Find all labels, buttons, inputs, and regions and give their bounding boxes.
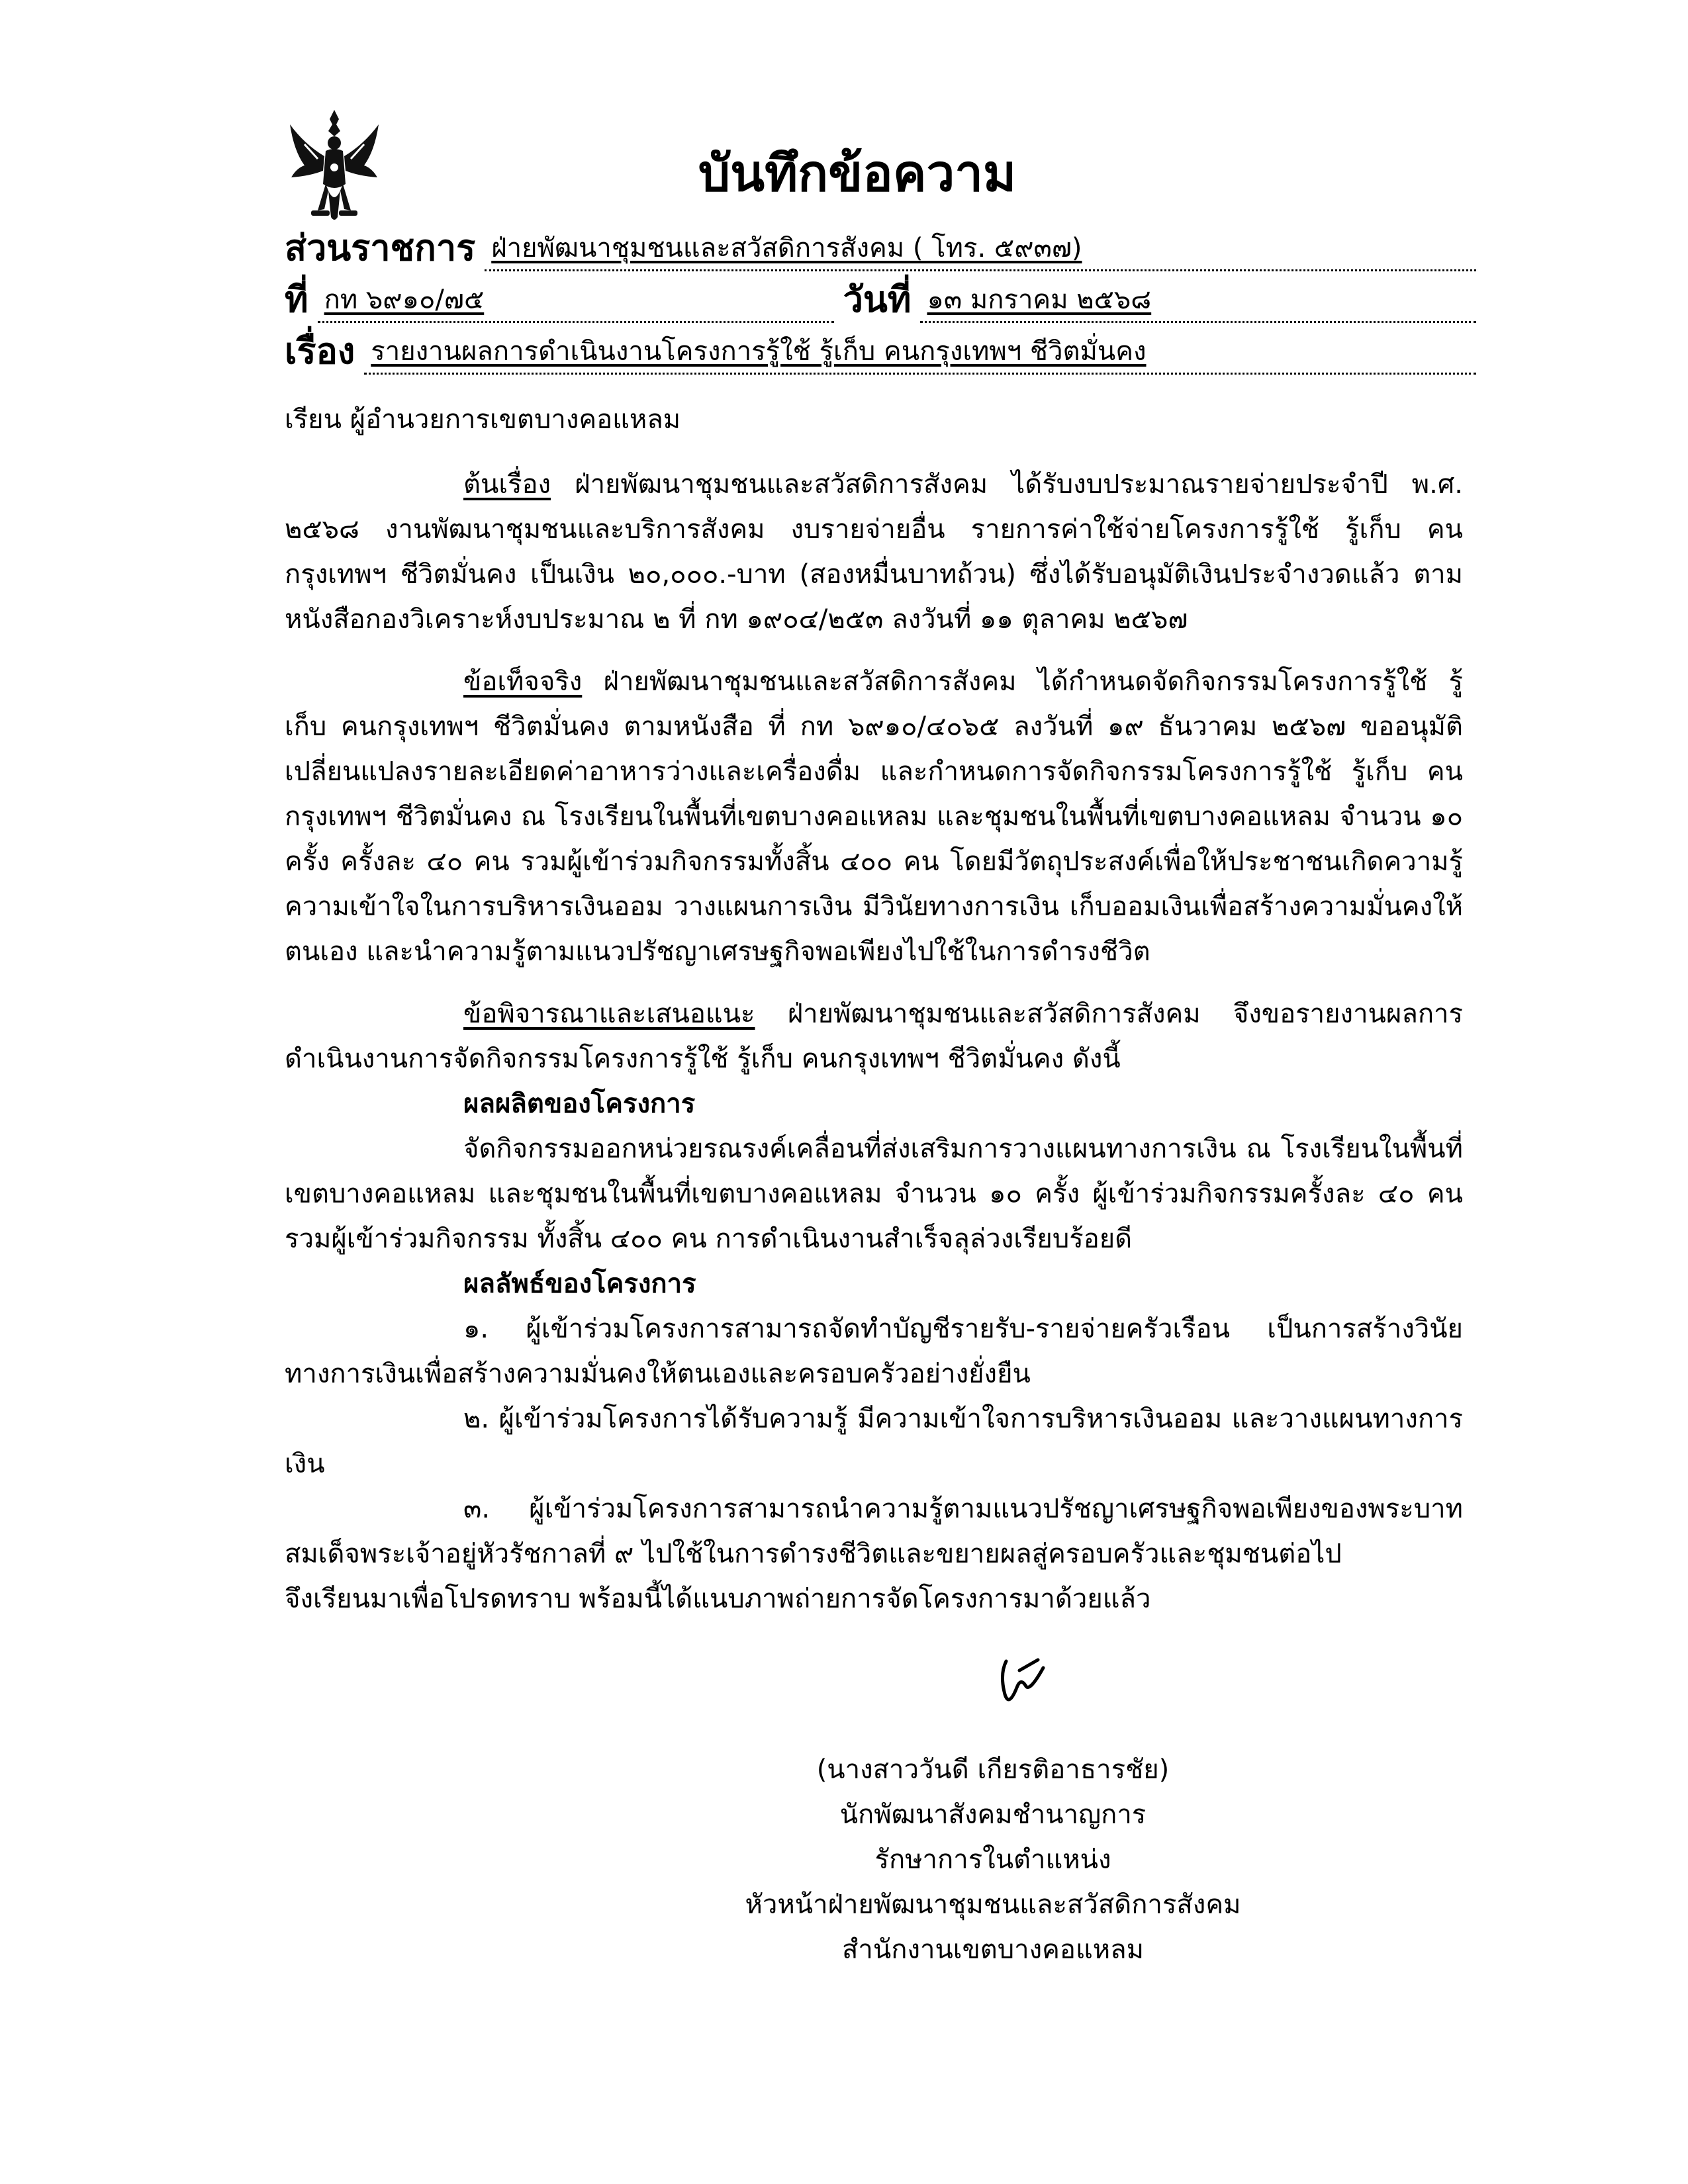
department-label: ส่วนราชการ [285, 227, 476, 269]
date-field [920, 281, 1476, 323]
signer-position: นักพัฒนาสังคมชำนาญการ [839, 1799, 1147, 1830]
consider-paragraph [285, 991, 1463, 1081]
ref-value: กท ๖๙๑๐/๗๕ [324, 285, 485, 315]
background-text: ฝ่ายพัฒนาชุมชนและสวัสดิการสังคม ได้รับงบประมาณรายจ่ายประจำปี พ.ศ. ๒๕๖๘ งานพัฒนาชุมชนและบริการสังคม งบรายจ่ายอื่น รายการค่าใช้จ่ายโครงการรู้ใช้ รู้เก็บ คนกรุงเทพฯ ชีวิตมั่นคง เป็นเงิน ๒๐,๐๐๐.-บาท (สองหมื่นบาทถ้วน) ซึ่งได้รับอนุมัติเงินประจำงวดแล้ว ตามหนังสือกองวิเคราะห์งบประมาณ ๒ ที่ กท ๑๙๐๔/๒๕๓ ลงวันที่ ๑๑ ตุลาคม ๒๕๖๗ [285, 469, 1463, 635]
salutation: เรียน ผู้อำนวยการเขตบางคอแหลม [285, 404, 681, 435]
ref-label: ที่ [285, 279, 308, 320]
subject-label: เรื่อง [285, 330, 355, 372]
facts-heading: ข้อเท็จจริง [463, 666, 583, 697]
output-paragraph [285, 1126, 1463, 1261]
handwritten-signature [980, 1648, 1053, 1714]
memo-title: บันทึกข้อความ [698, 144, 1017, 203]
department-row [285, 218, 1476, 271]
output-heading: ผลผลิตของโครงการ [463, 1089, 696, 1119]
outcome-item-1 [285, 1306, 1463, 1396]
closing-paragraph [285, 1576, 1463, 1621]
outcome-heading: ผลลัพธ์ของโครงการ [463, 1269, 696, 1299]
department-value: ฝ่ายพัฒนาชุมชนและสวัสดิการสังคม ( โทร. ๕๙๓๗) [491, 233, 1082, 263]
output-text: จัดกิจกรรมออกหน่วยรณรงค์เคลื่อนที่ส่งเสริมการวางแผนทางการเงิน ณ โรงเรียนในพื้นที่เขตบางคอแหลม และชุมชนในพื้นที่เขตบางคอแหลม จำนวน ๑๐ ครั้ง ผู้เข้าร่วมกิจกรรมครั้งละ ๔๐ คน รวมผู้เข้าร่วมกิจกรรม ทั้งสิ้น ๔๐๐ คน การดำเนินงานสำเร็จลุล่วงเรียบร้อยดี [285, 1134, 1463, 1254]
outcome-item-3 [285, 1486, 1463, 1576]
consider-heading: ข้อพิจารณาและเสนอแนะ [463, 999, 755, 1029]
signer-name: (นางสาววันดี เกียรติอาธารชัย) [816, 1754, 1170, 1785]
outcome-item-2-text: ๒. ผู้เข้าร่วมโครงการได้รับความรู้ มีความเข้าใจการบริหารเงินออม และวางแผนทางการเงิน [285, 1404, 1463, 1479]
date-label: วันที่ [843, 279, 912, 320]
date-value: ๑๓ มกราคม ๒๕๖๘ [927, 285, 1152, 315]
consider-text: ฝ่ายพัฒนาชุมชนและสวัสดิการสังคม จึงขอรายงานผลการดำเนินงานการจัดกิจกรรมโครงการรู้ใช้ รู้เก็บ คนกรุงเทพฯ ชีวิตมั่นคง ดังนี้ [285, 999, 1463, 1074]
department-field [485, 230, 1476, 271]
facts-paragraph [285, 659, 1463, 974]
memo-body [285, 390, 1463, 1639]
signer-office: สำนักงานเขตบางคอแหลม [842, 1934, 1144, 1965]
outcome-item-3-text: ๓. ผู้เข้าร่วมโครงการสามารถนำความรู้ตามแนวปรัชญาเศรษฐกิจพอเพียงของพระบาทสมเด็จพระเจ้าอยู่หัวรัชกาลที่ ๙ ไปใช้ในการดำรงชีวิตและขยายผลสู่ครอบครัวและชุมชนต่อไป [285, 1494, 1463, 1569]
subject-row [285, 322, 1476, 375]
subject-field [364, 333, 1476, 375]
background-paragraph [285, 462, 1463, 642]
signer-acting: รักษาการในตำแหน่ง [874, 1844, 1111, 1875]
ref-field [318, 281, 834, 323]
outcome-item-1-text: ๑. ผู้เข้าร่วมโครงการสามารถจัดทำบัญชีรายรับ-รายจ่ายครัวเรือน เป็นการสร้างวินัยทางการเงินเพื่อสร้างความมั่นคงให้ตนเองและครอบครัวอย่างยั่งยืน [285, 1314, 1463, 1389]
signer-acting-position: หัวหน้าฝ่ายพัฒนาชุมชนและสวัสดิการสังคม [745, 1889, 1241, 1920]
closing-text: จึงเรียนมาเพื่อโปรดทราบ พร้อมนี้ได้แนบภาพถ่ายการจัดโครงการมาด้วยแล้ว [285, 1584, 1151, 1614]
background-heading: ต้นเรื่อง [463, 469, 551, 500]
facts-text: ฝ่ายพัฒนาชุมชนและสวัสดิการสังคม ได้กำหนดจัดกิจกรรมโครงการรู้ใช้ รู้เก็บ คนกรุงเทพฯ ชีวิตมั่นคง ตามหนังสือ ที่ กท ๖๙๑๐/๔๐๖๕ ลงวันที่ ๑๙ ธันวาคม ๒๕๖๗ ขออนุมัติเปลี่ยนแปลงรายละเอียดค่าอาหารว่างและเครื่องดื่ม และกำหนดการจัดกิจกรรมโครงการรู้ใช้ รู้เก็บ คนกรุงเทพฯ ชีวิตมั่นคง ณ โรงเรียนในพื้นที่เขตบางคอแหลม และชุมชนในพื้นที่เขตบางคอแหลม จำนวน ๑๐ ครั้ง ครั้งละ ๔๐ คน รวมผู้เข้าร่วมกิจกรรมทั้งสิ้น ๔๐๐ คน โดยมีวัตถุประสงค์เพื่อให้ประชาชนเกิดความรู้ความเข้าใจในการบริหารเงินออม วางแผนการเงิน มีวินัยทางการเงิน เก็บออมเงินเพื่อสร้างความมั่นคงให้ตนเอง และนำความรู้ตามแนวปรัชญาเศรษฐกิจพอเพียงไปใช้ในการดำรงชีวิต [285, 666, 1464, 967]
signature-block [728, 1747, 1258, 1972]
ref-date-row [285, 270, 1476, 323]
subject-value: รายงานผลการดำเนินงานโครงการรู้ใช้ รู้เก็บ คนกรุงเทพฯ ชีวิตมั่นคง [371, 336, 1147, 367]
outcome-item-2 [285, 1396, 1463, 1486]
